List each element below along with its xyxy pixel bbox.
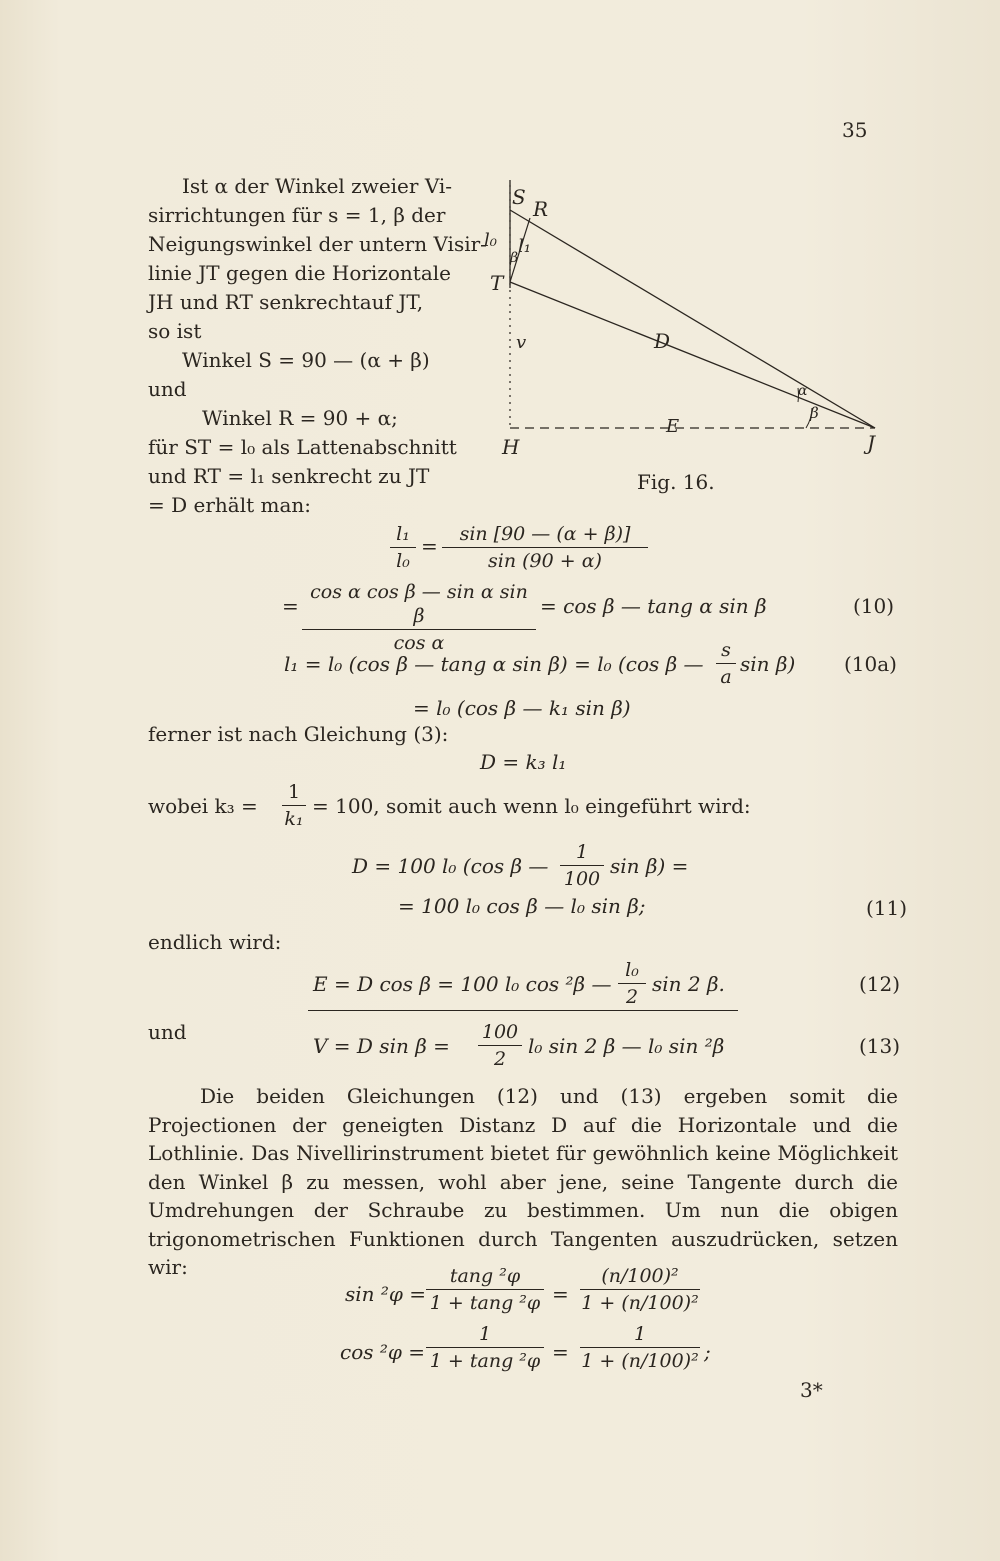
eq10-den: cos α [393, 632, 445, 654]
label-r: R [533, 197, 549, 221]
eq10-rhs: = cos β — tang α sin β [540, 594, 767, 618]
endlich-line: endlich wird: [148, 930, 282, 954]
sin-eq-equals: = [552, 1282, 569, 1306]
eq-l1-lhs-den: l₀ [396, 550, 410, 572]
lower-sight-line [510, 282, 875, 428]
eq12-rule [308, 1010, 738, 1011]
cos-f2-num: 1 [633, 1323, 647, 1345]
eq10a-fraction [716, 638, 736, 689]
d-erhaelt-line: = D erhält man: [148, 493, 312, 517]
eq10a-frac-num: s [721, 639, 731, 661]
eq12-frac-den: 2 [625, 986, 639, 1008]
ferner-line: ferner ist nach Gleichung (3): [148, 722, 449, 746]
label-beta-small: β [510, 250, 519, 266]
eq13-frac-num: 100 [481, 1021, 519, 1043]
cos-eq-end: ; [704, 1340, 711, 1364]
label-j: J [867, 431, 876, 455]
intro-line-2: sirrichtungen für s = 1, β der [148, 203, 446, 227]
label-t: T [490, 271, 504, 295]
eq10-fraction [302, 580, 536, 655]
eq11-tag: (11) [866, 896, 908, 920]
label-s: S [512, 185, 526, 209]
intro-line-1: Ist α der Winkel zweier Vi- [182, 174, 453, 198]
d-k3-equation: D = k₃ l₁ [480, 750, 567, 774]
intro-line-3: Neigungswinkel der untern Visir- [148, 232, 487, 256]
wobei-b: = 100, somit auch wenn l₀ eingeführt wird: [312, 794, 751, 818]
eq10a-frac-den: a [720, 666, 732, 688]
sin-eq-lhs: sin ²φ = [345, 1282, 427, 1306]
label-beta: β [810, 404, 819, 422]
eq-l1-rhs-den: sin (90 + α) [488, 550, 602, 572]
wobei-frac-num: 1 [287, 781, 301, 803]
fuer-line: für ST = l₀ als Lattenabschnitt [148, 435, 457, 459]
figure-16-diagram [480, 170, 900, 470]
cos-f1-den: 1 + tang ²φ [429, 1350, 541, 1372]
upper-sight-line [510, 210, 875, 428]
sin-f1-num: tang ²φ [449, 1265, 521, 1287]
eq10-tag: (10) [853, 594, 895, 618]
wobei-frac-den: k₁ [284, 808, 304, 830]
eq10a-lhs: l₁ = l₀ (cos β — tang α sin β) = l₀ (cos β — [284, 652, 704, 676]
eq13-tag: (13) [859, 1034, 901, 1058]
signature-mark: 3* [800, 1378, 823, 1402]
body-paragraph [148, 1082, 898, 1282]
eq13-fraction [478, 1020, 522, 1071]
winkel-r-line: Winkel R = 90 + α; [202, 406, 398, 430]
sin-f2-num: (n/100)² [601, 1265, 679, 1287]
eq13-frac-den: 2 [493, 1048, 507, 1070]
figure-caption: Fig. 16. [637, 470, 715, 494]
eq12-fraction [618, 958, 646, 1009]
cos-eq-fraction-2 [580, 1322, 700, 1373]
label-d: D [654, 329, 671, 353]
eq-l1-lhs-num: l₁ [396, 523, 410, 545]
eq10-num: cos α cos β — sin α sin β [310, 581, 528, 627]
page-number: 35 [842, 118, 868, 142]
winkel-s-line: Winkel S = 90 — (α + β) [182, 348, 430, 372]
sin-eq-fraction-2 [580, 1264, 700, 1315]
eq13-a: V = D sin β = [313, 1034, 450, 1058]
und-line-1: und [148, 377, 187, 401]
eq11-line2: = 100 l₀ cos β — l₀ sin β; [398, 894, 646, 918]
eq12-tag: (12) [859, 972, 901, 996]
label-h: H [502, 435, 520, 459]
cos-f1-num: 1 [478, 1323, 492, 1345]
eq13-b: l₀ sin 2 β — l₀ sin ²β [528, 1034, 725, 1058]
label-l1: l₁ [518, 236, 531, 257]
label-e: E [666, 416, 680, 437]
cos-f2-den: 1 + (n/100)² [581, 1350, 699, 1372]
wobei-a: wobei k₃ = [148, 794, 258, 818]
sin-f2-den: 1 + (n/100)² [581, 1292, 699, 1314]
intro-line-5: JH und RT senkrechtauf JT, [148, 290, 424, 314]
eq-l1-equals: = [421, 534, 438, 558]
eq-l1-rhs-fraction [442, 522, 648, 573]
wobei-fraction [282, 780, 306, 831]
eq12-frac-num: l₀ [625, 959, 639, 981]
eq12-a: E = D cos β = 100 l₀ cos ²β — [313, 972, 612, 996]
sin-eq-fraction-1 [426, 1264, 544, 1315]
body-paragraph-text: Die beiden Gleichungen (12) und (13) ergeben somit die Projectionen der geneigten Distanz D auf die Horizontale und die Lothlinie. Das Nivellirinstrument bietet für gewöhnlich keine Möglichkeit den Winkel β zu messen, wohl aber jene, seine Tangente durch die Umdrehungen der Schraube zu bestimmen. Um nun die obigen trigonometrischen Funktionen durch Tangenten auszudrücken, setzen wir: [148, 1084, 898, 1279]
sin-f1-den: 1 + tang ²φ [429, 1292, 541, 1314]
cos-eq-lhs: cos ²φ = [340, 1340, 425, 1364]
intro-line-6: so ist [148, 319, 202, 343]
eq11-b: sin β) = [610, 854, 689, 878]
label-v: v [516, 332, 527, 353]
eq12-b: sin 2 β. [652, 972, 725, 996]
und-rt-line: und RT = l₁ senkrecht zu JT [148, 464, 430, 488]
cos-eq-equals: = [552, 1340, 569, 1364]
label-alpha: α [798, 383, 808, 399]
eq10a-end: sin β) [740, 652, 796, 676]
eq-l1-rhs-num: sin [90 — (α + β)] [459, 523, 631, 545]
intro-line-4: linie JT gegen die Horizontale [148, 261, 451, 285]
eq-l1-lhs-fraction [390, 522, 416, 573]
eq10a-tag: (10a) [844, 652, 897, 676]
eq11-frac-num: 1 [575, 841, 589, 863]
eq11-frac-den: 100 [563, 868, 601, 890]
cos-eq-fraction-1 [426, 1322, 544, 1373]
label-l0: l₀ [484, 230, 497, 251]
eq11-a: D = 100 l₀ (cos β — [352, 854, 549, 878]
eq11-fraction [560, 840, 604, 891]
eq10-equals: = [282, 594, 299, 618]
und-line-2: und [148, 1020, 187, 1044]
eq10a-line2: = l₀ (cos β — k₁ sin β) [413, 696, 631, 720]
